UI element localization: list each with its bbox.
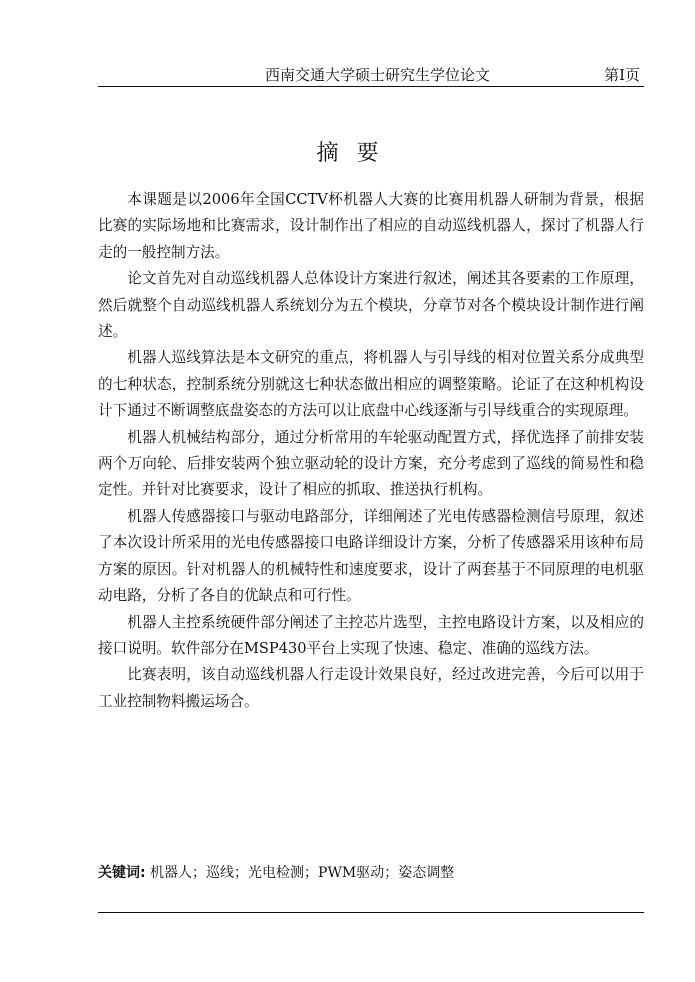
abstract-paragraph: 机器人机械结构部分，通过分析常用的车轮驱动配置方式，择优选择了前排安装两个万向轮、后排安装两个独立驱动轮的设计方案，充分考虑到了巡线的简易性和稳定性。并针对比赛要求，设计了相应的抓取、推送执行机构。: [98, 428, 644, 499]
abstract-paragraph: 本课题是以2006年全国CCTV杯机器人大赛的比赛用机器人研制为背景，根据比赛的实际场地和比赛需求，设计制作出了相应的自动巡线机器人，探讨了机器人行走的一般控制方法。: [98, 191, 644, 261]
keywords-label: 关键词:: [98, 865, 146, 881]
abstract-body: [98, 187, 644, 715]
abstract-paragraph: 机器人巡线算法是本文研究的重点，将机器人与引导线的相对位置关系分成典型的七种状态，控制系统分别就这七种状态做出相应的调整策略。论证了在这种机构设计下通过不断调整底盘姿态的方法可以让底盘中心线逐渐与引导线重合的实现原理。: [98, 349, 644, 420]
abstract-paragraph: 机器人传感器接口与驱动电路部分，详细阐述了光电传感器检测信号原理，叙述了本次设计所采用的光电传感器接口电路详细设计方案，分析了传感器采用该种布局方案的原因。针对机器人的机械特性和速度要求，设计了两套基于不同原理的电机驱动电路，分析了各自的优缺点和可行性。: [98, 507, 644, 605]
page-header: [98, 64, 644, 84]
abstract-title: 摘要: [316, 141, 397, 166]
header-rule: [98, 86, 644, 87]
page-number: 第Ⅰ页: [604, 66, 640, 84]
footer-rule: [98, 912, 644, 913]
keywords-line: [98, 862, 644, 882]
abstract-paragraph: 论文首先对自动巡线机器人总体设计方案进行叙述，阐述其各要素的工作原理，然后就整个自动巡线机器人系统划分为五个模块，分章节对各个模块设计制作进行阐述。: [98, 270, 644, 341]
abstract-paragraph: 比赛表明，该自动巡线机器人行走设计效果良好，经过改进完善，今后可以用于工业控制物料搬运场合。: [98, 666, 644, 710]
keywords-text: 机器人；巡线；光电检测；PWM驱动；姿态调整: [145, 865, 455, 881]
header-title: 西南交通大学硕士研究生学位论文: [265, 66, 491, 84]
abstract-paragraph: 机器人主控系统硬件部分阐述了主控芯片选型，主控电路设计方案，以及相应的接口说明。软件部分在MSP430平台上实现了快速、稳定、准确的巡线方法。: [98, 613, 644, 657]
